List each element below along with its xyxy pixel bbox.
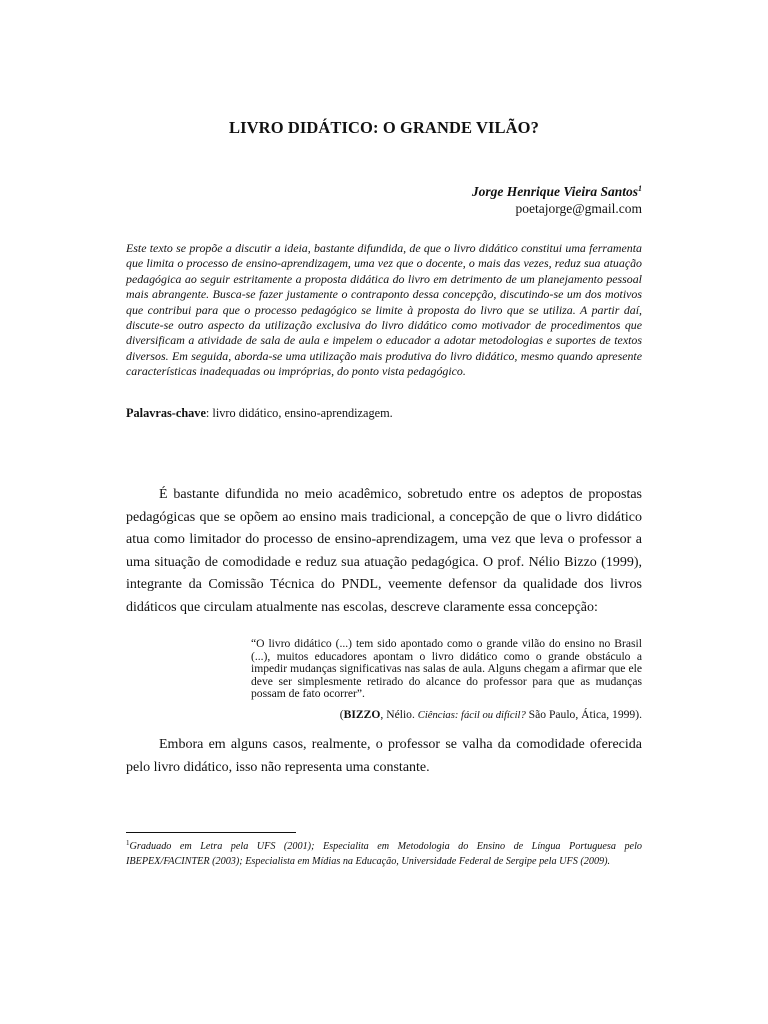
- body-paragraph-2: Embora em alguns casos, realmente, o professor se valha da comodidade oferecida pelo livro didático, isso não representa uma constante.: [126, 737, 642, 775]
- abstract: Este texto se propõe a discutir a ideia, bastante difundida, de que o livro didático constitui uma ferramenta que limita o processo de ensino-aprendizagem, uma vez que o docente, o mais das vezes, reduz sua atuação pedagógica ao seguir estritamente a proposta didática do livro em detrimento de um planejamento pessoal mais abrangente. Busca-se fazer justamente o contraponto dessa concepção, discutindo-se um dos motivos que contribui para que o processo pedagógico se limite à proposta do livro que se utiliza. A partir daí, discute-se outro aspecto da utilização exclusiva do livro didático como motivador de procedimentos que diversificam a atividade de sala de aula e impelem o educador a adotar metodologias e suportes de textos diversos. Em seguida, aborda-se uma utilização mais produtiva do livro didático, mesmo quando apresente características inadequadas ou impróprias, do ponto vista pedagógico.: [126, 241, 642, 379]
- footnote-mark: 1: [126, 839, 130, 847]
- author-email: poetajorge@gmail.com: [515, 201, 642, 216]
- keywords-separator: :: [205, 406, 213, 420]
- footnote: [126, 836, 642, 869]
- footnote-text: Graduado em Letra pela UFS (2001); Especialita em Metodologia do Ensino de Língua Portuguesa pelo IBEPEX/FACINTER (2003); Especialista em Mídias na Educação, Universidade Federal de Sergipe pela UFS (2009).: [126, 841, 642, 867]
- author-block: [472, 180, 642, 217]
- citation-open: (: [339, 708, 344, 721]
- paper-title: LIVRO DIDÁTICO: O GRANDE VILÃO?: [229, 118, 539, 137]
- footnote-divider: [126, 832, 296, 833]
- quote-citation: [340, 708, 642, 723]
- author-name-text: Jorge Henrique Vieira Santos: [471, 184, 638, 199]
- keywords-label: Palavras-chave: [126, 406, 206, 420]
- citation-book-title: Ciências: fácil ou difícil?: [417, 710, 526, 721]
- body-paragraph-1: É bastante difundida no meio acadêmico, sobretudo entre os adeptos de propostas pedagógicas que se opõem ao ensino mais tradicional, a concepção de que o livro didático atua como limitador do processo de ensino-aprendizagem, uma vez que leva o professor a uma situação de comodidade e reduz sua atuação pedagógica. O prof. Nélio Bizzo (1999), integrante da Comissão Técnica do PNDL, veemente defensor da qualidade dos livros didáticos que circulam atualmente nas escolas, descreve claramente essa concepção:: [126, 487, 642, 615]
- block-quote: “O livro didático (...) tem sido apontado como o grande vilão do ensino no Brasil (...), muitos educadores apontam o livro didático como o grande obstáculo a impedir mudanças significativas nas salas de aula. Alguns chegam a afirmar que ele deve ser simplesmente retirado do alcance do professor para que as mudanças possam de fato ocorrer”.: [251, 637, 642, 701]
- citation-first-name: , Nélio.: [380, 708, 418, 721]
- citation-author: BIZZO: [343, 708, 381, 721]
- keywords-text: livro didático, ensino-aprendizagem.: [212, 406, 393, 420]
- author-footnote-mark: 1: [638, 184, 642, 193]
- keywords: [126, 406, 642, 421]
- citation-rest: São Paulo, Ática, 1999).: [525, 708, 642, 721]
- author-name: [472, 180, 642, 200]
